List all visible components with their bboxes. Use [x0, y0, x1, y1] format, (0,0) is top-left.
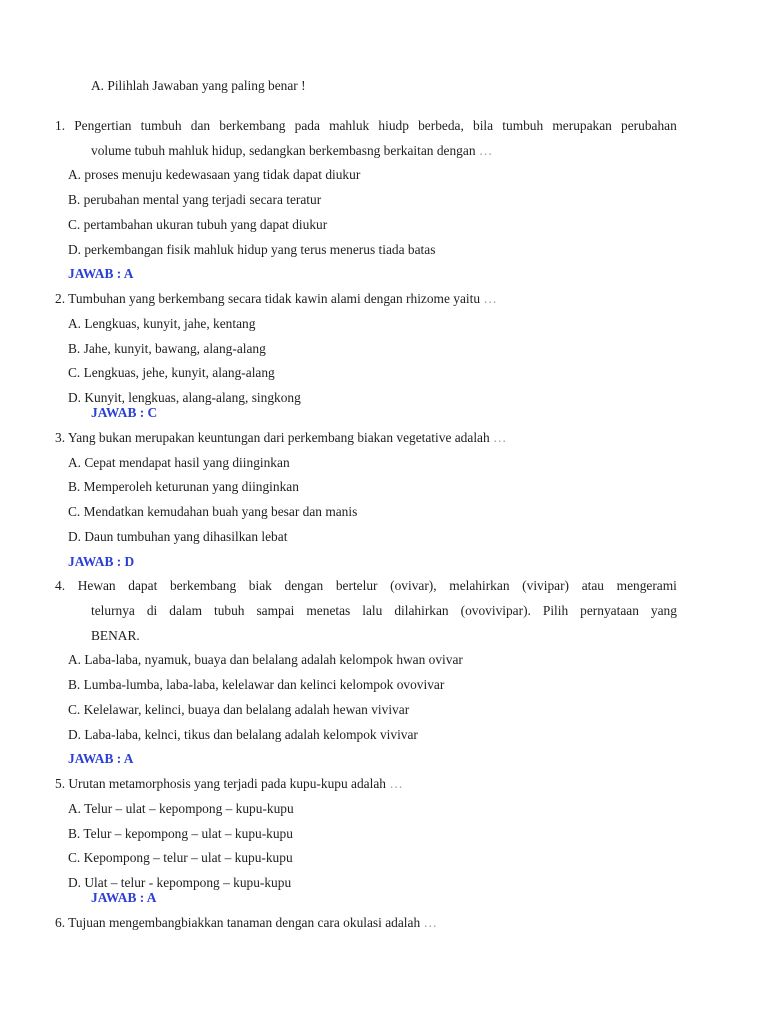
word: merupakan [552, 118, 612, 133]
question-3-option-b: B. Memperoleh keturunan yang diinginkan [68, 479, 299, 494]
word: perubahan [621, 118, 677, 133]
word: yang [650, 603, 677, 618]
word: tubuh [213, 603, 245, 618]
question-1-stem-line-1 [55, 118, 677, 134]
question-1-option-c: C. pertambahan ukuran tubuh yang dapat diukur [68, 217, 328, 232]
word: hiudp [378, 118, 409, 133]
word: tumbuh [140, 118, 182, 133]
word: di [146, 603, 158, 618]
word: telurnya [91, 603, 135, 618]
question-4-stem-line-1-text [55, 578, 677, 594]
question-5-option-d: D. Ulat – telur - kepompong – kupu-kupu [68, 875, 292, 890]
question-3-answer: JAWAB : D [68, 554, 135, 569]
word: tumbuh [502, 118, 544, 133]
question-1-option-a: A. proses menuju kedewasaan yang tidak dapat diukur [68, 167, 361, 182]
word: dan [190, 118, 211, 133]
word: Pengertian [74, 118, 132, 133]
question-1-option-d: D. perkembangan fisik mahluk hidup yang terus menerus tiada batas [68, 242, 436, 257]
word: berkembang [169, 578, 237, 593]
question-4-answer: JAWAB : A [68, 751, 134, 766]
question-1-stem-line-2-text: volume tubuh mahluk hidup, sedangkan berkembasng berkaitan dengan [91, 143, 476, 158]
question-2-stem-text: 2. Tumbuhan yang berkembang secara tidak kawin alami dengan rhizome yaitu [55, 291, 481, 306]
question-4-option-b: B. Lumba-lumba, laba-laba, kelelawar dan kelinci kelompok ovovivar [68, 677, 445, 692]
word: berbeda, [418, 118, 464, 133]
word: (vivipar) [522, 578, 570, 593]
question-6-ellipsis: … [423, 915, 437, 930]
question-5-stem-text: 5. Urutan metamorphosis yang terjadi pada kupu-kupu adalah [55, 776, 386, 791]
question-3-stem-text: 3. Yang bukan merupakan keuntungan dari perkembang biakan vegetative adalah [55, 430, 490, 445]
question-6-stem [55, 915, 437, 931]
question-1-ellipsis: … [478, 143, 493, 158]
word: Hewan [77, 578, 116, 593]
question-4-stem-line-2 [91, 603, 677, 619]
question-2-option-d: D. Kunyit, lengkuas, alang-alang, singkong [68, 390, 301, 405]
question-4-option-a: A. Laba-laba, nyamuk, buaya dan belalang adalah kelompok hwan ovivar [68, 652, 463, 667]
word: menetas [306, 603, 351, 618]
question-3-option-c: C. Mendatkan kemudahan buah yang besar dan manis [68, 504, 358, 519]
word: 4. [55, 578, 66, 593]
question-5-answer: JAWAB : A [91, 890, 157, 905]
question-1-stem-line-1-text [55, 118, 677, 134]
question-3-option-d: D. Daun tumbuhan yang dihasilkan lebat [68, 529, 288, 544]
question-2-option-b: B. Jahe, kunyit, bawang, alang-alang [68, 341, 266, 356]
question-5-option-c: C. Kepompong – telur – ulat – kupu-kupu [68, 850, 293, 865]
question-2-option-a: A. Lengkuas, kunyit, jahe, kentang [68, 316, 256, 331]
word: (ovovivipar). [460, 603, 531, 618]
word: dengan [284, 578, 324, 593]
question-2-stem [55, 291, 497, 307]
word: melahirkan [449, 578, 510, 593]
question-4-stem-line-3: BENAR. [91, 628, 140, 643]
word: mengerami [616, 578, 677, 593]
word: bertelur [335, 578, 378, 593]
instruction-text: A. Pilihlah Jawaban yang paling benar ! [91, 78, 306, 93]
word: (ovivar), [390, 578, 437, 593]
question-2-answer: JAWAB : C [91, 405, 158, 420]
question-4-option-d: D. Laba-laba, kelnci, tikus dan belalang adalah kelompok vivivar [68, 727, 418, 742]
question-5-option-a: A. Telur – ulat – kepompong – kupu-kupu [68, 801, 294, 816]
word: 1. [55, 118, 66, 133]
word: atau [581, 578, 604, 593]
word: lalu [362, 603, 383, 618]
word: pada [294, 118, 320, 133]
question-2-ellipsis: … [483, 291, 497, 306]
question-4-stem-line-2-text [91, 603, 677, 619]
question-3-option-a: A. Cepat mendapat hasil yang diinginkan [68, 455, 290, 470]
word: dalam [169, 603, 202, 618]
question-5-stem [55, 776, 403, 792]
word: mahluk [329, 118, 370, 133]
word: berkembang [219, 118, 286, 133]
question-1-option-b: B. perubahan mental yang terjadi secara teratur [68, 192, 322, 207]
question-1-answer: JAWAB : A [68, 266, 134, 281]
question-3-stem [55, 430, 506, 446]
question-5-ellipsis: … [389, 776, 403, 791]
question-6-stem-text: 6. Tujuan mengembangbiakkan tanaman dengan cara okulasi adalah [55, 915, 421, 930]
question-2-option-c: C. Lengkuas, jehe, kunyit, alang-alang [68, 365, 275, 380]
word: pernyataan [580, 603, 639, 618]
question-4-stem-line-1 [55, 578, 677, 594]
word: dilahirkan [394, 603, 449, 618]
word: sampai [256, 603, 295, 618]
question-5-option-b: B. Telur – kepompong – ulat – kupu-kupu [68, 826, 293, 841]
word: biak [248, 578, 272, 593]
word: dapat [128, 578, 158, 593]
question-4-option-c: C. Kelelawar, kelinci, buaya dan belalang adalah hewan vivivar [68, 702, 410, 717]
question-1-stem-line-2 [91, 143, 492, 159]
word: Pilih [542, 603, 569, 618]
question-3-ellipsis: … [493, 430, 507, 445]
word: bila [473, 118, 494, 133]
